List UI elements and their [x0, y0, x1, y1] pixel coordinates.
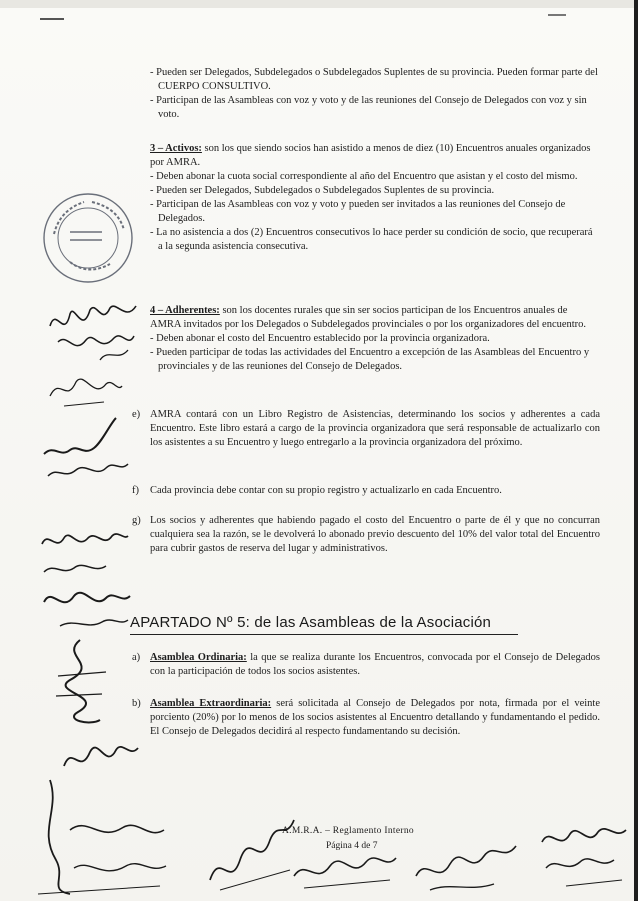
item-label: g) — [132, 515, 141, 526]
delegates-block — [150, 66, 598, 122]
bullet: - Deben abonar la cuota social correspondiente al año del Encuentro que asistan y el costo del mismo. — [150, 171, 578, 182]
bullet: - Pueden ser Delegados, Subdelegados o Subdelegados Suplentes de su provincia. Pueden formar parte del CUERPO CONSULTIVO. — [150, 67, 598, 92]
adherentes-heading: 4 – Adherentes: — [150, 305, 220, 316]
asamblea-extraordinaria-heading: Asamblea Extraordinaria: — [150, 698, 272, 709]
adherentes-lead: son los docentes rurales que sin ser socios participan de los Encuentros anuales de AMRA invitados por los Delegados o Subdelegados provinciales o por los organizadores del encuentro. — [150, 305, 587, 330]
activos-lead: son los que siendo socios han asistido a menos de diez (10) Encuentros anuales organizados por AMRA. — [150, 143, 591, 168]
apartado-heading — [130, 614, 600, 631]
handwritten-signature — [200, 800, 300, 896]
item-label: a) — [132, 652, 141, 663]
asamblea-ordinaria-text: la que se realiza durante los Encuentros, convocada por el Consejo de Delegados con la participación de todos los socios asistentes. — [150, 652, 600, 677]
bullet: - La no asistencia a dos (2) Encuentros consecutivos lo hace perder su condición de socio, que recuperará a la segunda asistencia consecutiva. — [150, 227, 593, 252]
handwritten-signature — [38, 524, 130, 580]
item-text: Cada provincia debe contar con su propio registro y actualizarlo en cada Encuentro. — [150, 485, 502, 496]
item-b — [132, 697, 600, 739]
apartado-title: APARTADO Nº 5: de las Asambleas de la Asociación — [130, 614, 492, 631]
asamblea-ordinaria-heading: Asamblea Ordinaria: — [150, 652, 247, 663]
item-e — [132, 408, 600, 450]
bullet: - Pueden ser Delegados, Subdelegados o Subdelegados Suplentes de su provincia. — [150, 185, 495, 196]
item-a — [132, 651, 600, 679]
scan-mark — [548, 14, 566, 16]
bullet: - Participan de las Asambleas con voz y voto y de las reuniones del Consejo de Delegados con voz y sin voto. — [150, 95, 587, 120]
asamblea-extraordinaria-text: será solicitada al Consejo de Delegados por nota, firmada por el veinte porciento (20%) por lo menos de los socios asistentes al Encuentro detallando y fundamentando el pedido. El Consejo de Delegados decidirá al respecto fundamentando su decisión. — [150, 698, 600, 737]
item-text — [150, 697, 600, 739]
footer-title: A.M.R.A. – Reglamento Interno — [282, 826, 414, 836]
bullet: - Participan de las Asambleas con voz y voto y pueden ser invitados a las reuniones del Consejo de Delegados. — [150, 199, 566, 224]
item-f — [132, 484, 600, 498]
item-label: e) — [132, 409, 141, 420]
bullet: - Pueden participar de todas las actividades del Encuentro a excepción de las Asambleas del Encuentro y provinciales y de las reuniones del Consejo de Delegados. — [150, 347, 590, 372]
item-g — [132, 514, 600, 556]
scan-edge-right — [634, 0, 638, 901]
bullet: - Deben abonar el costo del Encuentro establecido por la provincia organizadora. — [150, 333, 490, 344]
activos-heading: 3 – Activos: — [150, 143, 202, 154]
scan-edge-top — [0, 0, 638, 8]
item-label: b) — [132, 698, 141, 709]
item-label: f) — [132, 485, 139, 496]
scan-mark — [40, 18, 64, 20]
item-text: Los socios y adherentes que habiendo pagado el costo del Encuentro o parte de él y que no concurran cualquiera sea la razón, se le devolverá lo abonado previo descuento del 10% del valor total del Encuentro para cubrir gastos de reserva del lugar y administrativos. — [150, 515, 600, 554]
handwritten-signature — [40, 414, 130, 486]
activos-heading-paragraph — [150, 142, 598, 170]
handwritten-signature — [44, 296, 140, 366]
handwritten-signature — [50, 636, 114, 728]
adherentes-heading-paragraph — [150, 304, 598, 332]
item-text: AMRA contará con un Libro Registro de Asistencias, determinando los socios y adherentes a cada Encuentro. Este libro estará a cargo de la provincia organizadora que será responsable de actualizarlo con los asistentes a su Encuentro y luego entregarlo a la provincia organizadora del próximo. — [150, 409, 600, 448]
association-stamp — [40, 190, 136, 291]
page-number: Página 4 de 7 — [326, 841, 378, 851]
handwritten-signature — [40, 580, 132, 634]
activos-section — [150, 142, 598, 254]
item-text — [150, 651, 600, 679]
handwritten-signature — [410, 826, 520, 896]
handwritten-signature — [30, 770, 170, 900]
handwritten-signature — [44, 372, 124, 412]
handwritten-signature — [536, 822, 630, 894]
adherentes-section — [150, 304, 598, 374]
heading-underline — [130, 634, 518, 635]
handwritten-signature — [290, 836, 400, 892]
